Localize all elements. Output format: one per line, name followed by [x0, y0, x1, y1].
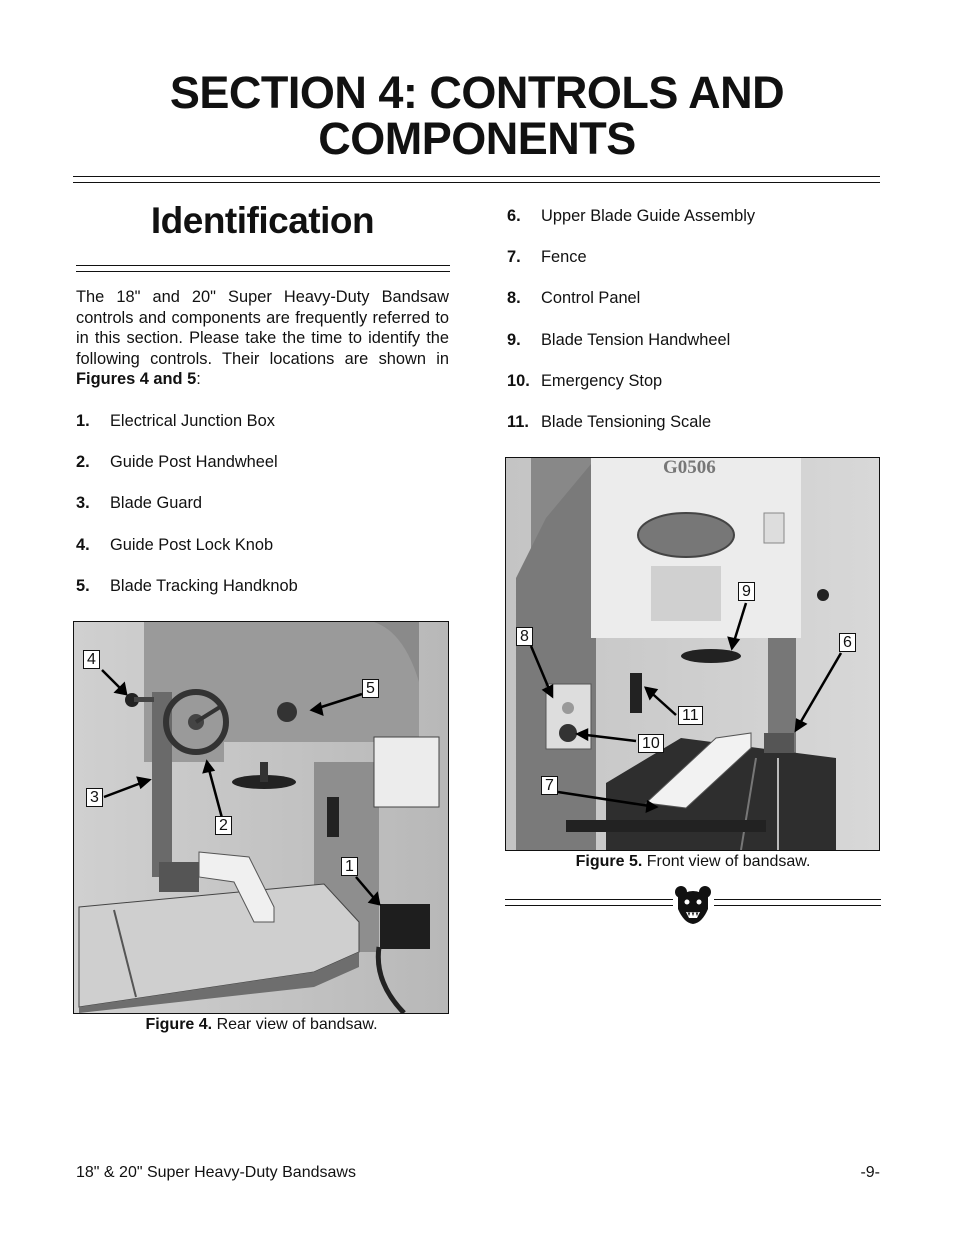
title-divider [73, 176, 880, 183]
list-item [507, 330, 887, 371]
list-item [507, 288, 887, 329]
bandsaw-front-photo [506, 458, 879, 850]
callout-4: 4 [83, 650, 100, 669]
list-item [507, 412, 887, 453]
page-title [0, 67, 954, 164]
callout-7: 7 [541, 776, 558, 795]
callout-9: 9 [738, 582, 755, 601]
figure-4-rear-view [73, 621, 449, 1014]
figure-5-caption [505, 853, 881, 871]
callout-5: 5 [362, 679, 379, 698]
figure-5-caption-text: Front view of bandsaw. [642, 853, 811, 870]
item-label: Blade Tension Handwheel [541, 330, 731, 349]
item-label: Upper Blade Guide Assembly [541, 207, 756, 225]
item-number: 4. [76, 535, 90, 554]
item-number: 1. [76, 412, 90, 430]
intro-text: The 18" and 20" Super Heavy-Duty Bandsaw controls and components are frequently referred to in this section. Please take the time to identify the following controls. Their locations are shown in [76, 288, 449, 368]
list-item [76, 535, 456, 576]
section-title: SECTION 4: CONTROLS AND COMPONENTS [169, 67, 785, 164]
figure-4-caption [73, 1016, 450, 1034]
intro-figure-ref: Figures 4 and 5 [76, 370, 197, 389]
list-item [507, 371, 887, 412]
item-label: Blade Tensioning Scale [541, 412, 712, 431]
grizzly-bear-logo-icon [674, 885, 712, 925]
section-heading: Identification [150, 200, 375, 241]
divider-line-right [714, 899, 881, 906]
divider-line-left [505, 899, 673, 906]
intro-paragraph [76, 287, 449, 390]
list-item [76, 493, 456, 534]
item-label: Fence [541, 248, 587, 267]
footer-title: 18" & 20" Super Heavy-Duty Bandsaws [76, 1164, 356, 1181]
item-label: Emergency Stop [541, 371, 663, 390]
components-list-left [76, 411, 456, 617]
list-item [76, 411, 456, 452]
callout-3: 3 [86, 788, 103, 807]
item-number: 8. [507, 289, 521, 308]
components-list-right [507, 206, 887, 453]
item-label: Electrical Junction Box [110, 412, 275, 430]
callout-6: 6 [839, 633, 856, 652]
item-number: 10. [507, 371, 530, 390]
item-label: Guide Post Lock Knob [110, 535, 274, 554]
item-number: 11. [507, 412, 529, 431]
list-item [507, 206, 887, 247]
item-number: 5. [76, 576, 90, 595]
item-label: Blade Guard [110, 494, 203, 513]
list-item [76, 452, 456, 493]
callout-2: 2 [215, 816, 232, 835]
figure-4-caption-label: Figure 4. [145, 1016, 213, 1033]
model-number: G0506 [663, 457, 716, 478]
figure-5-front-view [505, 457, 880, 851]
list-item [76, 576, 456, 617]
item-number: 3. [76, 494, 90, 513]
callout-8: 8 [516, 627, 533, 646]
intro-end: : [196, 370, 201, 389]
item-number: 2. [76, 453, 90, 472]
item-label: Control Panel [541, 289, 641, 308]
item-number: 6. [507, 207, 521, 225]
item-label: Blade Tracking Handknob [110, 576, 298, 595]
list-item [507, 247, 887, 288]
callout-10: 10 [638, 734, 664, 753]
heading-divider [76, 265, 450, 272]
item-label: Guide Post Handwheel [110, 453, 278, 472]
figure-4-caption-text: Rear view of bandsaw. [212, 1016, 378, 1033]
callout-1: 1 [341, 857, 358, 876]
page-number: -9- [860, 1164, 880, 1181]
bandsaw-rear-photo [74, 622, 448, 1013]
item-number: 7. [507, 248, 521, 267]
figure-5-caption-label: Figure 5. [575, 853, 643, 870]
item-number: 9. [507, 330, 521, 349]
callout-11: 11 [678, 706, 703, 725]
